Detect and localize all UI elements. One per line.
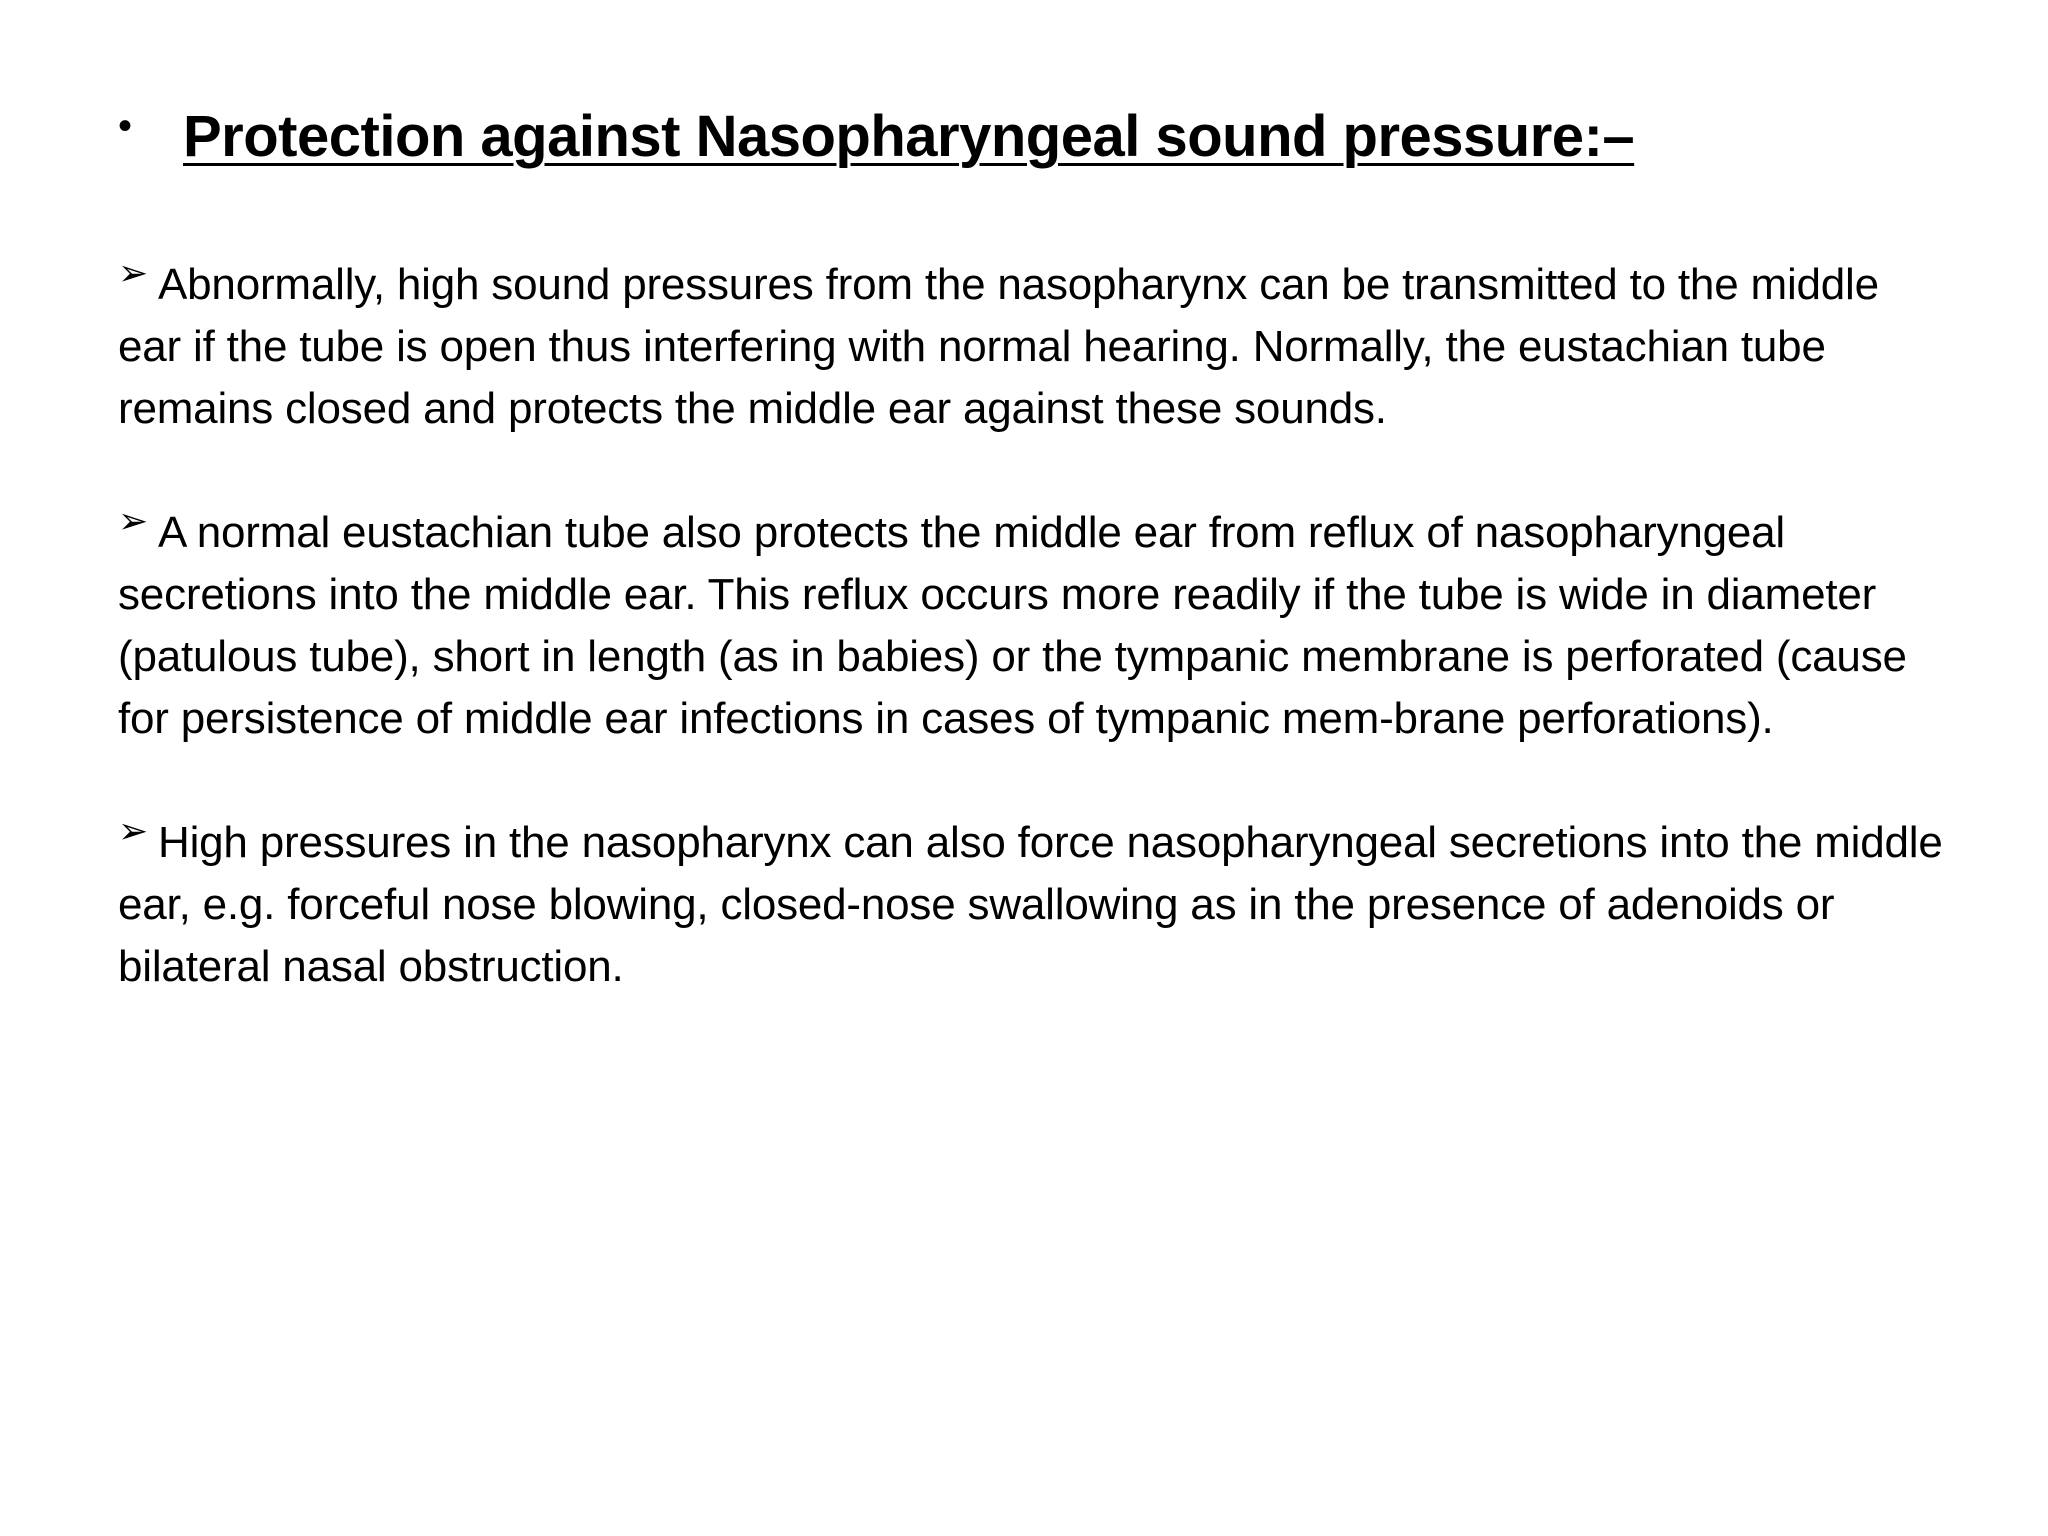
paragraph-1: [118, 254, 1948, 440]
paragraph-3-text: High pressures in the nasopharynx can also force nasopharyngeal secretions into the middle ear, e.g. forceful nose blowing, closed-nose swallowing as in the presence of adenoids or bilateral nasal obstruction.: [118, 818, 1943, 991]
slide-title: Protection against Nasopharyngeal sound pressure:–: [183, 103, 1635, 169]
slide-title-row: [118, 96, 1978, 176]
arrowhead-bullet-icon: ➢: [118, 252, 148, 293]
paragraph-1-text: Abnormally, high sound pressures from the nasopharynx can be transmitted to the middle ear if the tube is open thus interfering with normal hearing. Normally, the eustachian tube remains closed and protects the middle ear against these sounds.: [118, 260, 1879, 433]
arrowhead-bullet-icon: ➢: [118, 500, 148, 541]
arrowhead-bullet-icon: ➢: [118, 810, 148, 851]
slide-body: [118, 254, 1948, 1060]
paragraph-3: [118, 812, 1948, 998]
round-bullet-icon: •: [118, 104, 133, 148]
paragraph-2-text: A normal eustachian tube also protects the middle ear from reflux of nasopharyngeal secretions into the middle ear. This reflux occurs more readily if the tube is wide in diameter (patulous tube), short in length (as in babies) or the tympanic membrane is perforated (cause for persistence of middle ear infections in cases of tympanic mem-brane perforations).: [118, 508, 1907, 743]
paragraph-2: [118, 502, 1948, 750]
